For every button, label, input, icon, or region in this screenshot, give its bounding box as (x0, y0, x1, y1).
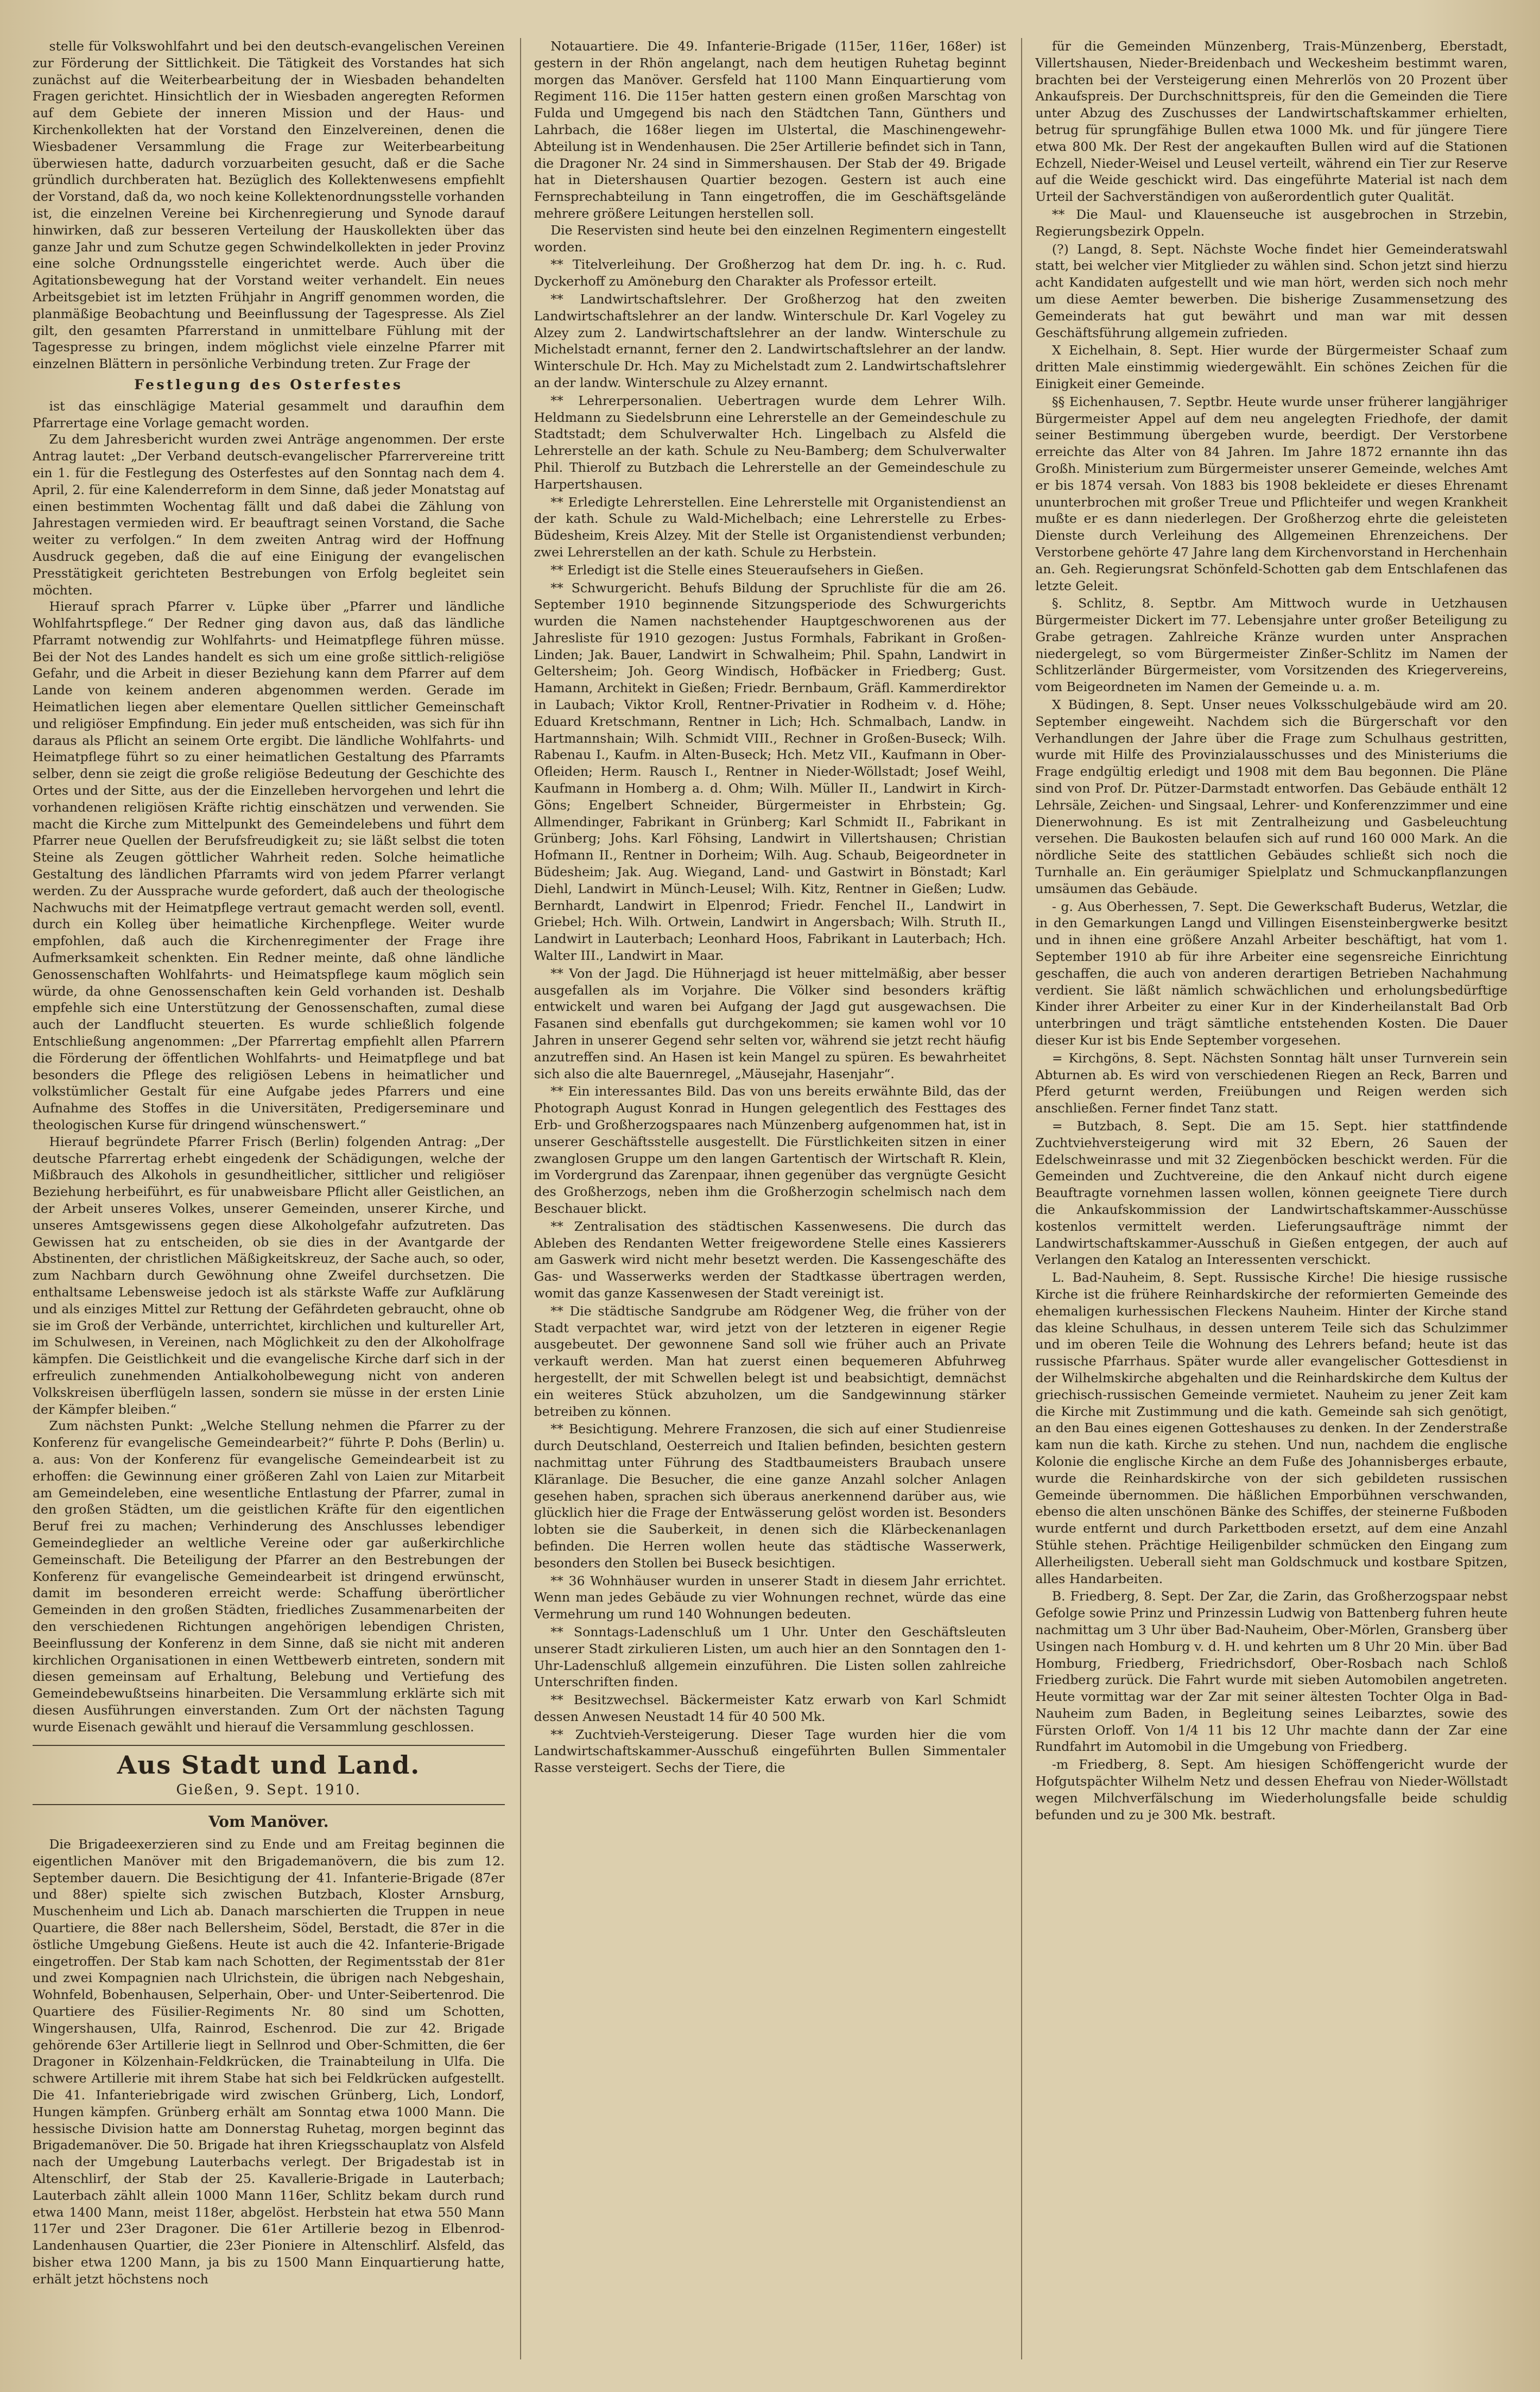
paragraph: Die Brigadeexerzieren sind zu Ende und am Freitag beginnen die eigentlichen Manöver mit den Brigademanövern, die bis zum 12. September dauern. Die Besichtigung der 41. Infanterie-Brigade (87er und 88er) spielte sich zwischen Butzbach, Kloster Arnsburg, Muschenheim und Lich ab. Danach marschierten die Truppen in neue Quartiere, die 88er nach Bellersheim, Södel, Berstadt, die 87er in die östliche Umgebung Gießens. Heute ist auch die 42. Infanterie-Brigade eingetroffen. Der Stab kam nach Schotten, der Regimentsstab der 81er und zwei Kompagnien nach Ulrichstein, die übrigen nach Nebgeshain, Wohnfeld, Bobenhausen, Selperhain, Ober- und Unter-Seibertenrod. Die Quartiere des Füsilier-Regiments Nr. 80 sind um Schotten, Wingershausen, Ulfa, Rainrod, Eschenrod. Die zur 42. Brigade gehörende 63er Artillerie liegt in Sellnrod und Ober-Schmitten, die 6er Dragoner in Kölzenhain-Feldkrücken, die Trainabteilung in Ulfa. Die schwere Artillerie mit ihrem Stabe hat sich bei Feldkrücken aufgestellt. Die 41. Infanteriebrigade wird zwischen Grünberg, Lich, Londorf, Hungen kämpfen. Grünberg erhält am Sonntag etwa 1000 Mann. Die hessische Division hatte am Donnerstag Ruhetag, morgen beginnt das Brigademanöver. Die 50. Brigade hat ihren Kriegsschauplatz von Alsfeld nach der Umgebung Lauterbachs verlegt. Der Brigadestab ist in Altenschlirf, der Stab der 25. Kavallerie-Brigade in Lauterbach; Lauterbach zählt allein 1000 Mann 116er, Schlitz bekam durch rund etwa 1400 Mann, meist 118er, abgelöst. Herbstein hat etwa 550 Mann 117er und 23er Dragoner. Die 61er Artillerie bezog in Elbenrod-Landenhausen Quartier, die 23er Pioniere in Altenschlirf. Alsfeld, das bisher etwa 1200 Mann, ja bis zu 1500 Mann Einquartierung hatte, erhält jetzt höchstens noch (33, 1837, 505, 2287)
news-item: -m Friedberg, 8. Sept. Am hiesigen Schöffengericht wurde der Hofgutspächter Wilhelm Netz und dessen Ehefrau von Nieder-Wöllstadt wegen Milchverfälschung im Wiederholungsfalle beide schuldig befunden und zu je 300 Mk. bestraft. (1035, 1757, 1508, 1823)
news-item: §. Schlitz, 8. Septbr. Am Mittwoch wurde in Uetzhausen Bürgermeister Dickert im 77. Lebensjahre unter großer Beteiligung zu Grabe getragen. Zahlreiche Kränze wurden unter Ansprachen niedergelegt, so vom Bürgermeister Zinßer-Schlitz im Namen der Schlitzerländer Bürgermeister, vom Vorsitzenden des Kriegervereins, vom Beigeordneten im Namen der Gemeinde u. a. m. (1035, 596, 1508, 695)
article-heading: Vom Manöver. (208, 1813, 329, 1831)
news-item: ** Sonntags-Ladenschluß um 1 Uhr. Unter den Geschäftsleuten unserer Stadt zirkulieren Listen, um auch hier an den Sonntagen den 1-Uhr-Ladenschluß allgemein einzuführen. Die Listen sollen zahlreiche Unterschriften finden. (534, 1624, 1006, 1690)
section-title: Aus Stadt und Land. (117, 1750, 421, 1780)
column-layout (33, 38, 1507, 2359)
paragraph: Hierauf sprach Pfarrer v. Lüpke über „Pfarrer und ländliche Wohlfahrtspflege.“ Der Redner ging davon aus, daß das ländliche Pfarramt notwendig zur Wohlfahrts- und Heimatpflege führen müsse. Bei der Not des Landes handelt es sich um eine große sittlich-religiöse Gefahr, und die Arbeit in dieser Beziehung kann dem Pfarrer auf dem Lande von keinem anderen abgenommen werden. Gerade im Heimatlichen liegen aber elementare Quellen sittlicher Gemeinschaft und religiöser Empfindung. Ein jeder muß entscheiden, was sich für ihn daraus als Pflicht an seinem Orte ergibt. Die ländliche Wohlfahrts- und Heimatpflege führt so zu einer heimatlichen Gestaltung des Pfarramts selber, denn sie zeigt die große religiöse Bedeutung der Geschichte des Ortes und der Sitte, aus der die Einzelleben hervorgehen und lehrt die vorhandenen religiösen Kräfte richtig einschätzen und verwenden. Sie macht die Kirche zum Mittelpunkt des Gemeindelebens und führt dem Pfarrer neue Quellen der Berufsfreudigkeit zu; sie läßt selbst die toten Steine als Zeugen göttlicher Wahrheit reden. Solche heimatliche Gestaltung des ländlichen Pfarramts wird von jedem Pfarrer verlangt werden. Zu der Aussprache wurde gefordert, daß auch der theologische Nachwuchs mit der Heimatpflege vertraut gemacht werden soll, eventl. durch ein Kolleg über heimatliche Kirchenpflege. Weiter wurde empfohlen, daß auch die Kirchenregimenter der Frage ihre Aufmerksamkeit schenkten. Ein Redner meinte, daß ohne ländliche Genossenschaften Wohlfahrts- und Heimatspflege kaum möglich sein würde, da ohne Genossenschaften kein Geld vorhanden ist. Deshalb empfehle sich eine Unterstützung der Genossenschaften, zumal diese auch der Landflucht steuerten. Es wurde schließlich folgende Entschließung angenommen: „Der Pfarrertag empfiehlt allen Pfarrern die Förderung der öffentlichen Wohlfahrts- und Heimatpflege und bat besonders die Pflege des religiösen Lebens in heimatlicher und volkstümlicher Gestalt für eine Aufgabe jedes Pfarrers und eine Aufnahme des Stoffes in die Universitäten, Predigerseminare und theologischen Kurse für dringend wünschenswert.“ (33, 599, 505, 1132)
paragraph: ist das einschlägige Material gesammelt und daraufhin dem Pfarrertage eine Vorlage gemacht worden. (33, 398, 505, 431)
news-item: ** Besitzwechsel. Bäckermeister Katz erwarb von Karl Schmidt dessen Anwesen Neustadt 14 für 40 500 Mk. (534, 1692, 1006, 1724)
news-item: = Butzbach, 8. Sept. Die am 15. Sept. hier stattfindende Zuchtviehversteigerung wird mit 32 Ebern, 26 Sauen der Edelschweinrasse und mit 32 Ziegenböcken beschickt werden. Für die Gemeinden und Zuchtvereine, die den Ankauf nicht durch eigene Beauftragte vornehmen lassen wollen, können geeignete Tiere durch die Ankaufskommission der Landwirtschaftskammer-Ausschüsse kostenlos vermittelt werden. Lieferungsaufträge nimmt der Landwirtschaftskammer-Ausschuß in Gießen entgegen, der auch auf Verlangen den Katalog an Interessenten verschickt. (1035, 1118, 1508, 1268)
column-3 (1021, 38, 1507, 2359)
news-item: ** 36 Wohnhäuser wurden in unserer Stadt in diesem Jahr errichtet. Wenn man jedes Gebäude zu vier Wohnungen rechnet, würde das eine Vermehrung um rund 140 Wohnungen bedeuten. (534, 1573, 1006, 1622)
news-item: X Büdingen, 8. Sept. Unser neues Volksschulgebäude wird am 20. September eingeweiht. Nachdem sich die Bürgerschaft vor den Verhandlungen der Jahre über die Frage zum Schulhaus gestritten, wurde mit Hilfe des Provinzialausschusses und des Ministeriums die Frage endgültig erledigt und 1908 mit dem Bau begonnen. Die Pläne sind von Prof. Dr. Pützer-Darmstadt entworfen. Das Gebäude enthält 12 Lehrsäle, Zeichen- und Singsaal, Lehrer- und Konferenzzimmer und eine Dienerwohnung. Es ist mit Zentralheizung und Gasbeleuchtung versehen. Die Baukosten belaufen sich auf rund 160 000 Mark. An die nördliche Seite des stattlichen Gebäudes schließt sich noch die Turnhalle an. Ein geräumiger Spielplatz und Schmuckanpflanzungen umsäumen das Gebäude. (1035, 697, 1508, 896)
news-item: ** Zuchtvieh-Versteigerung. Dieser Tage wurden hier die vom Landwirtschaftskammer-Ausschuß eingeführten Bullen Simmentaler Rasse versteigert. Sechs der Tiere, die (534, 1726, 1006, 1776)
news-item: B. Friedberg, 8. Sept. Der Zar, die Zarin, das Großherzogspaar nebst Gefolge sowie Prinz und Prinzessin Ludwig von Battenberg fuhren heute nachmittag um 3 Uhr über Bad-Nauheim, Ober-Mörlen, Gransberg über Usingen nach Homburg v. d. H. und kehrten um 8 Uhr 20 Min. über Bad Homburg, Friedberg, Friedrichsdorf, Ober-Rosbach nach Schloß Friedberg zurück. Die Fahrt wurde mit sieben Automobilen angetreten. Heute vormittag war der Zar mit seiner ältesten Tochter Olga in Bad-Nauheim zum Baden, in Begleitung seines Leibarztes, sowie des Fürsten Orloff. Von 1/4 11 bis 12 Uhr machte dann der Zar eine Rundfahrt im Automobil in die Umgebung von Friedberg. (1035, 1589, 1508, 1755)
news-item: L. Bad-Nauheim, 8. Sept. Russische Kirche! Die hiesige russische Kirche ist die frühere Reinhardskirche der reformierten Gemeinde des ehemaligen kurhessischen Fleckens Nauheim. Hinter der Kirche stand das kleine Schulhaus, in dessen unterem Teile sich das Schulzimmer und im oberen Teile die Wohnung des Lehrers befand; heute ist das russische Pfarrhaus. Später wurde aller evangelischer Gottesdienst in der Wilhelmskirche abgehalten und die Reinhardskirche dem Kultus der griechisch-russischen Gemeinde vermietet. Nauheim zu jener Zeit kam die Kirche mit Zustimmung und die kath. Gemeinde sah sich genötigt, an den Bau eines eigenen Gotteshauses zu denken. In der Zenderstraße kam nun die kath. Kirche zu stehen. Und nun, nachdem die englische Kolonie die englische Kirche an dem Fuße des Johannisberges erbaute, wurde die Reinhardskirche von der sich gebildeten russischen Gemeinde übernommen. Die häßlichen Emporbühnen verschwanden, ebenso die alten unschönen Bänke des Schiffes, der steinerne Fußboden wurde entfernt und durch Parkettboden ersetzt, auf dem eine Anzahl Stühle stehen. Prächtige Heiligenbilder schmücken den Eingang zum Allerheiligsten. Ueberall sieht man Goldschmuck und kostbare Spitzen, alles Handarbeiten. (1035, 1270, 1508, 1586)
paragraph: Die Reservisten sind heute bei den einzelnen Regimentern eingestellt worden. (534, 222, 1006, 255)
news-item: ** Besichtigung. Mehrere Franzosen, die sich auf einer Studienreise durch Deutschland, Oesterreich und Italien befinden, besichten gestern nachmittag unter Führung des Stadtbaumeisters Braubach unsere Kläranlage. Die Besucher, die eine ganze Anzahl solcher Anlagen gesehen haben, sprachen sich überaus anerkennend darüber aus, wie glücklich hier die Frage der Entwässerung gelöst worden ist. Besonders lobten sie die Sauberkeit, in denen sich die Klärbeckenanlagen befinden. Die Herren wollen heute das städtische Wasserwerk, besonders den Stollen bei Buseck besichtigen. (534, 1421, 1006, 1571)
news-item: ** Titelverleihung. Der Großherzog hat dem Dr. ing. h. c. Rud. Dyckerhoff zu Amöneburg den Charakter als Professor erteilt. (534, 257, 1006, 289)
paragraph: Hierauf begründete Pfarrer Frisch (Berlin) folgenden Antrag: „Der deutsche Pfarrertag erhebt eingedenk der Schädigungen, welche der Mißbrauch des Alkohols in gesundheitlicher, sittlicher und religiöser Beziehung herbeiführt, es für unabweisbare Pflicht aller Geistlichen, an der Arbeit unseres Volkes, unserer Gemeinden, unserer Kirche, und unseres Amtsgewissens gegen diese Alkoholgefahr aufzutreten. Das Gewissen hat zu entscheiden, ob sie dies in der Avantgarde der Abstinenten, der christlichen Mäßigkeitskreuz, der Sache auch, so oder, zum Nachbarn durch Gewöhnung ohne Zweifel durchsetzen. Die enthaltsame Lebensweise jedoch ist als stärkste Waffe zur Aufklärung und als einziges Mittel zur Rettung der Gefährdeten gebraucht, ohne ob sie im Groß der Verbände, unterrichtet, kirchlichen und kultureller Art, im Schulwesen, in Vereinen, nach Möglichkeit zu den der Alkoholfrage kämpfen. Die Geistlichkeit und die evangelische Kirche darf sich in der erfreulich zunehmenden Antialkoholbewegung nicht von anderen Volkskreisen überflügeln lassen, sondern sie müsse in der ersten Linie der Kämpfer bleiben.“ (33, 1134, 505, 1417)
news-item: ** Zentralisation des städtischen Kassenwesens. Die durch das Ableben des Rendanten Wetter freigewordene Stelle eines Kassierers am Gaswerk wird nicht mehr besetzt werden. Die Kassengeschäfte des Gas- und Wasserwerks werden der Stadtkasse übertragen werden, womit das ganze Kassenwesen der Stadt vereinigt ist. (534, 1218, 1006, 1301)
paragraph: Zu dem Jahresbericht wurden zwei Anträge angenommen. Der erste Antrag lautet: „Der Verband deutsch-evangelischer Pfarrervereine tritt ein 1. für die Festlegung des Osterfestes auf den Sonntag nach dem 4. April, 2. für eine Kalenderreform in dem Sinne, daß jeder Monatstag auf einen bestimmten Wochentag fällt und daß dabei die Zählung von Jahrestagen vermieden wird. Er beauftragt seinen Vorstand, die Sache weiter zu verfolgen.“ In dem zweiten Antrag wird der Hoffnung Ausdruck gegeben, daß die auf eine Einigung der evangelischen Presstätigkeit gerichteten Bestrebungen von Erfolg begleitet sein möchten. (33, 432, 505, 598)
column-1 (33, 38, 505, 2359)
news-item: ** Erledigte Lehrerstellen. Eine Lehrerstelle mit Organistendienst an der kath. Schule zu Wald-Michelbach; eine Lehrerstelle zu Erbes-Büdesheim, Kreis Alzey. Mit der Stelle ist Organistendienst verbunden; zwei Lehrerstellen an der kath. Schule zu Herbstein. (534, 494, 1006, 560)
news-item: ** Die städtische Sandgrube am Rödgener Weg, die früher von der Stadt verpachtet war, wird jetzt von der letzteren in eigener Regie ausgebeutet. Der gewonnene Sand soll wie früher auch an Private verkauft werden. Man hat zuerst einen bequemeren Abfuhrweg hergestellt, der mit Schwellen belegt ist und beabsichtigt, demnächst ein weiteres Stück abzuholzen, um die Sandgewinnung stärker betreiben zu können. (534, 1303, 1006, 1419)
news-item: ** Schwurgericht. Behufs Bildung der Spruchliste für die am 26. September 1910 beginnende Sitzungsperiode des Schwurgerichts wurden die Namen nachstehender Hauptgeschworenen aus der Jahresliste für 1910 gezogen: Justus Formhals, Fabrikant in Großen-Linden; Jak. Bauer, Landwirt in Schwalheim; Phil. Spahn, Landwirt in Geltersheim; Joh. Georg Windisch, Hofbäcker in Friedberg; Gust. Hamann, Architekt in Gießen; Friedr. Bernbaum, Gräfl. Kammerdirektor in Laubach; Viktor Kroll, Rentner-Privatier in Rodheim v. d. Höhe; Eduard Kretschmann, Rentner in Lich; Hch. Schmalbach, Landw. in Hartmannshain; Wilh. Schmidt VIII., Rechner in Großen-Buseck; Wilh. Rabenau I., Kaufm. in Alten-Buseck; Hch. Metz VII., Kaufmann in Ober-Ofleiden; Herm. Rausch I., Rentner in Nieder-Wöllstadt; Josef Weihl, Kaufmann in Homberg a. d. Ohm; Wilh. Müller II., Landwirt in Kirch-Göns; Engelbert Schneider, Bürgermeister in Ehrbstein; Gg. Allmendinger, Fabrikant in Grünberg; Karl Schmidt II., Fabrikant in Grünberg; Johs. Karl Föhsing, Landwirt in Villertshausen; Christian Hofmann II., Rentner in Dorheim; Wilh. Aug. Schaub, Beigeordneter in Büdesheim; Jak. Aug. Wiegand, Land- und Gastwirt in Bönstadt; Karl Diehl, Landwirt in Münch-Leusel; Wilh. Kitz, Rentner in Gießen; Ludw. Bernhardt, Landwirt in Elpenrod; Friedr. Fenchel II., Landwirt in Griebel; Hch. Wilh. Ortwein, Landwirt in Angersbach; Wilh. Struth II., Landwirt in Lauterbach; Leonhard Hoos, Fabrikant in Lauterbach; Hch. Walter III., Landwirt in Maar. (534, 580, 1006, 964)
column-2 (520, 38, 1006, 2359)
section-divider (33, 1745, 505, 1746)
paragraph: für die Gemeinden Münzenberg, Trais-Münzenberg, Eberstadt, Villertshausen, Nieder-Breidenbach und Weckesheim bestimmt waren, brachten bei der Versteigerung einen Mehrerlös von 20 Prozent über Ankaufspreis. Der Durchschnittspreis, für den die Gemeinden die Tiere unter Abzug des Zuschusses der Landwirtschaftskammer erhielten, betrug für sprungfähige Bullen etwa 1000 Mk. und für jüngere Tiere etwa 800 Mk. Der Rest der angekauften Bullen wird auf die Stationen Echzell, Nieder-Weisel und Leusel verteilt, während ein Tier zur Reserve auf die Weide geschickt wird. Das eingeführte Material ist nach dem Urteil der Sachverständigen von außerordentlich guter Qualität. (1035, 39, 1508, 205)
news-item: (?) Langd, 8. Sept. Nächste Woche findet hier Gemeinderatswahl statt, bei welcher vier Mitglieder zu wählen sind. Schon jetzt sind hierzu acht Kandidaten aufgestellt und wie man hört, werden sich noch mehr um diese Aemter bewerben. Die bisherige Zusammensetzung des Gemeinderats hat gut bewährt und man war mit dessen Geschäftsführung allgemein zufrieden. (1035, 241, 1508, 340)
news-item: - g. Aus Oberhessen, 7. Sept. Die Gewerkschaft Buderus, Wetzlar, die in den Gemarkungen Langd und Villingen Eisensteinbergwerke besitzt und in ihnen eine größere Anzahl Arbeiter beschäftigt, hat vom 1. September 1910 ab für ihre Arbeiter eine segensreiche Einrichtung geschaffen, die auch von anderen derartigen Betrieben Nachahmung verdient. Sie läßt nämlich schwächlichen und erholungsbedürftige Kinder ihrer Arbeiter zu einer Kur in der Kinderheilanstalt Bad Orb unterbringen und trägt sämtliche entstehenden Kosten. Die Dauer dieser Kur ist bis Ende September vorgesehen. (1035, 898, 1508, 1048)
section-divider (33, 1804, 505, 1805)
news-item: ** Erledigt ist die Stelle eines Steueraufsehers in Gießen. (550, 562, 924, 578)
paragraph: Zum nächsten Punkt: „Welche Stellung nehmen die Pfarrer zu der Konferenz für evangelische Gemeindearbeit?“ führte P. Dohs (Berlin) u. a. aus: Von der Konferenz für evangelische Gemeindearbeit ist zu erhoffen: die Gewinnung einer größeren Zahl von Laien zur Mitarbeit am Gemeindeleben, eine wesentliche Entlastung der Pfarrer, zumal in den großen Städten, um die geistlichen Kräfte für den eigentlichen Beruf frei zu machen; Verhinderung des Anschlusses lebendiger Gemeindeglieder an weltliche Vereine oder gar außerkirchliche Gemeinschaft. Die Beteiligung der Pfarrer an den Bestrebungen der Konferenz für evangelische Gemeindearbeit ist dringend erwünscht, damit im besonderen erreicht werde: Schaffung überörtlicher Gemeinden in den großen Städten, friedliches Zusammenarbeiten der den verschiedenen Richtungen angehörigen lebendigen Christen, Beeinflussung der Konferenz in dem Sinne, daß sie nicht mit anderen kirchlichen Organisationen in einen Wettbewerb eintreten, sondern mit diesen gemeinsam auf Erhaltung, Belebung und Vertiefung des Gemeindebewußtseins hinarbeiten. Die Versammlung erklärte sich mit diesen Ausführungen einverstanden. Zum Ort der nächsten Tagung wurde Eisenach gewählt und hierauf die Versammlung geschlossen. (33, 1418, 505, 1735)
subheading-osterfest: Festlegung des Osterfestes (134, 376, 403, 393)
paragraph: stelle für Volkswohlfahrt und bei den deutsch-evangelischen Vereinen zur Förderung der Sittlichkeit. Die Tätigkeit des Vorstandes hat sich zunächst auf die Weiterbearbeitung der in Wiesbaden behandelten Fragen gerichtet. Hinsichtlich der in Wiesbaden angeregten Reformen auf dem Gebiete der inneren Mission und der Haus- und Kirchenkollekten hat der Vorstand den Einzelvereinen, denen die Wiesbadener Versammlung die Frage zur Weiterbearbeitung überwiesen hatte, dadurch vorzuarbeiten gesucht, daß er die Sache gründlich durchberaten hat. Bezüglich des Kollektenwesens empfiehlt der Vorstand, daß da, wo noch keine Kollektenordnungsstelle vorhanden ist, die einzelnen Vereine bei Kirchenregierung und Synode darauf hinwirken, daß zur besseren Verteilung der Hauskollekten über das ganze Jahr und zum Schutze gegen Schwindelkollekten in jeder Provinz eine solche Ordnungsstelle eingerichtet werde. Auch über die Agitationsbewegung hat der Vorstand weiter verhandelt. Ein neues Arbeitsgebiet ist im letzten Frühjahr in Angriff genommen worden, die planmäßige Beobachtung und Beeinflussung der Tagespresse. Als Ziel gilt, den gesamten Pfarrerstand in unmittelbare Fühlung mit der Tagespresse zu bringen, indem möglichst viele einzelne Pfarrer mit einzelnen Blättern in persönliche Verbindung treten. Zur Frage der (33, 39, 505, 372)
news-item: ** Ein interessantes Bild. Das von uns bereits erwähnte Bild, das der Photograph August Konrad in Hungen gelegentlich des Festtages des Erb- und Großherzogspaares nach Münzenberg aufgenommen hat, ist in unserer Geschäftsstelle ausgestellt. Die Fürstlichkeiten sitzen in einer zwanglosen Gruppe um den langen Gartentisch der Wirtschaft R. Klein, im Vordergrund das Zarenpaar, ihnen gegenüber das vergnügte Gesicht des Großherzogs, neben ihm die Großherzogin schelmisch nach dem Beschauer blickt. (534, 1084, 1006, 1216)
news-item: = Kirchgöns, 8. Sept. Nächsten Sonntag hält unser Turnverein sein Abturnen ab. Es wird von verschiedenen Riegen an Reck, Barren und Pferd geturnt werden, Freiübungen und Reigen werden sich anschließen. Ferner findet Tanz statt. (1035, 1050, 1508, 1116)
news-item: ** Lehrerpersonalien. Uebertragen wurde dem Lehrer Wilh. Heldmann zu Siedelsbrunn eine Lehrerstelle an der Gemeindeschule zu Stadtstadt; dem Schulverwalter Hch. Lingelbach zu Alsfeld die Lehrerstelle an der kath. Schule zu Neu-Bamberg; dem Schulverwalter Phil. Thierolf zu Butzbach die Lehrerstelle an der Gemeindeschule zu Harpertshausen. (534, 393, 1006, 492)
paragraph: Notauartiere. Die 49. Infanterie-Brigade (115er, 116er, 168er) ist gestern in der Rhön angelangt, nach dem heutigen Ruhetag beginnt morgen das Manöver. Gersfeld hat 1100 Mann Einquartierung vom Regiment 116. Die 115er hatten gestern einen großen Marschtag von Fulda und Umgegend bis nach den Städtchen Tann, Günthers und Lahrbach, die 168er liegen im Ulstertal, die Maschinengewehr-Abteilung ist in Wendenhausen. Die 25er Artillerie befindet sich in Tann, die Dragoner Nr. 24 sind in Simmershausen. Der Stab der 49. Brigade hat in Dietershausen Quartier bezogen. Gestern ist auch eine Fernsprechabteilung in Tann eingetroffen, die im Geschäftsgelände mehrere größere Leitungen herstellen soll. (534, 39, 1006, 221)
dateline: Gießen, 9. Sept. 1910. (176, 1782, 362, 1799)
news-item: ** Landwirtschaftslehrer. Der Großherzog hat den zweiten Landwirtschaftslehrer an der landw. Winterschule Dr. Karl Vogeley zu Alzey zum 2. Landwirtschaftslehrer an der landw. Winterschule zu Michelstadt ernannt, ferner den 2. Landwirtschaftslehrer an der landw. Winterschule Dr. Hch. May zu Michelstadt zum 2. Landwirtschaftslehrer an der landw. Winterschule zu Alzey ernannt. (534, 291, 1006, 390)
news-item: ** Die Maul- und Klauenseuche ist ausgebrochen in Strzebin, Regierungsbezirk Oppeln. (1035, 206, 1508, 239)
news-item: ** Von der Jagd. Die Hühnerjagd ist heuer mittelmäßig, aber besser ausgefallen als im Vorjahre. Die Völker sind besonders kräftig entwickelt und waren bei Aufgang der Jagd gut ausgewachsen. Die Fasanen sind ebenfalls gut durchgekommen; sie kamen wohl vor 10 Jahren in unserer Gegend sehr selten vor, während sie jetzt recht häufig anzutreffen sind. An Hasen ist kein Mangel zu spüren. Es bewahrheitet sich also die alte Bauernregel, „Mäusejahr, Hasenjahr“. (534, 965, 1006, 1081)
news-item: §§ Eichenhausen, 7. Septbr. Heute wurde unser früherer langjähriger Bürgermeister Appel auf dem neu angelegten Friedhofe, der damit seiner Bestimmung übergeben wurde, beerdigt. Der Verstorbene erreichte das Alter von 84 Jahren. Im Jahre 1872 ernannte ihn das Großh. Ministerium zum Bürgermeister unserer Gemeinde, welches Amt er bis 1874 versah. Von 1883 bis 1908 bekleidete er dieses Ehrenamt ununterbrochen mit großer Treue und Pflichteifer und wegen Krankheit mußte er es dann niederlegen. Der Großherzog ehrte die geleisteten Dienste durch Verleihung des Allgemeinen Ehrenzeichens. Der Verstorbene gehörte 47 Jahre lang dem Kirchenvorstand in Herchenhain an. Geh. Regierungsrat Schönfeld-Schotten gab dem Entschlafenen das letzte Geleit. (1035, 394, 1508, 593)
news-item: X Eichelhain, 8. Sept. Hier wurde der Bürgermeister Schaaf zum dritten Male einstimmig wiedergewählt. Ein schönes Zeichen für die Einigkeit einer Gemeinde. (1035, 343, 1508, 391)
